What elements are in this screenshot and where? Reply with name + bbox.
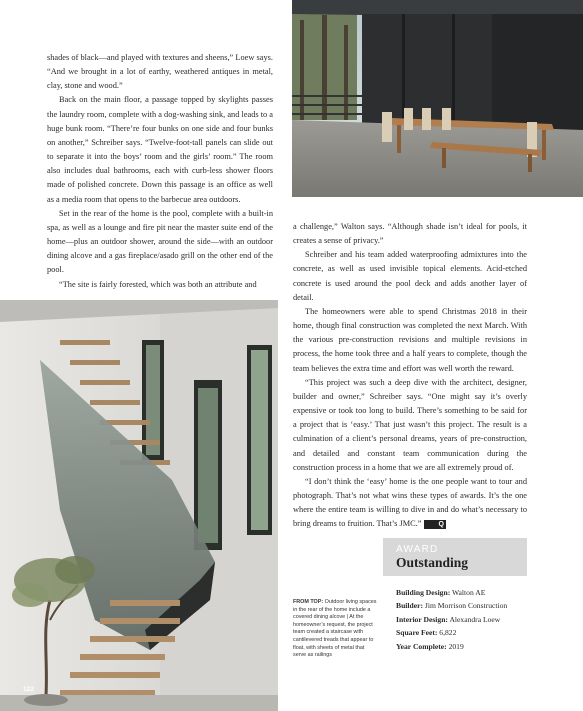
- award-credits: [383, 576, 527, 653]
- staircase-photo: [0, 300, 278, 711]
- credit-builder: [396, 599, 527, 612]
- award-box: [383, 538, 527, 653]
- paragraph: Back on the main floor, a passage topped by skylights passes the laundry room, complete with a dog-washing sink, and leads to a huge bunk room. “There’re four bunks on one side and four bunks on another,” Schreiber says. “Twelve-foot-tall panels can slide out to separate it into the boys’ room and the girls’ room.” The room also includes dual bathrooms, each with curb-less shower floors made of polished concrete. Down this passage is an office as well as a media room that opens to the barbecue area outdoors.: [47, 95, 273, 204]
- credit-label: Builder:: [396, 601, 424, 611]
- article-column-right: [293, 220, 527, 531]
- award-kicker: AWARD: [396, 544, 439, 555]
- paragraph: Set in the rear of the home is the pool, complete with a built-in spa, as well as a lounge and fire pit near the master suite end of the home—plus an outdoor shower, around the side—with an outdoor dining alcove and a gas fireplace/asado grill on the other end of the pool.: [47, 208, 273, 275]
- end-mark-icon: Q: [424, 520, 445, 529]
- paragraph: Schreiber and his team added waterproofing admixtures into the concrete, as well as used invisible topical elements. Acid-etched concrete is used around the pool deck and adds another layer of detail.: [293, 250, 527, 302]
- credit-label: Building Design:: [396, 588, 451, 597]
- credit-value: Jim Morrison Construction: [423, 601, 508, 611]
- dining-alcove-photo: [292, 0, 583, 197]
- page-number: 122: [23, 686, 34, 693]
- credit-value: 2019: [446, 641, 464, 651]
- credit-interior-design: [396, 613, 527, 626]
- paragraph: a challenge,” Walton says. “Although shade isn’t ideal for pools, it creates a sense of privacy.”: [293, 222, 527, 246]
- paragraph: shades of black—and played with textures and sheens,” Loew says. “And we brought in a lot of earthy, weathered antiques in metal, clay, stone and wood.”: [47, 53, 273, 91]
- article-column-left: [47, 51, 273, 292]
- paragraph: “The site is fairly forested, which was both an attribute and: [59, 279, 257, 289]
- award-title: Outstanding: [396, 555, 469, 570]
- caption-text: Outdoor living spaces in the rear of the home include a covered dining alcove | At the homeowner’s request, the project team created a staircase with cantilevered treads that appear to float, with sheets of metal that serve as railings: [293, 599, 377, 659]
- credit-value: Walton AE: [450, 588, 486, 597]
- award-header: [383, 538, 527, 576]
- staircase-illustration: [0, 300, 278, 711]
- credit-label: Year Complete:: [396, 641, 447, 651]
- credit-value: 6,822: [437, 628, 457, 638]
- credit-label: Square Feet:: [396, 628, 438, 638]
- paragraph-final: [293, 475, 527, 532]
- photo-caption: [293, 599, 377, 660]
- credit-value: Alexandra Loew: [447, 614, 501, 624]
- paragraph-text: “I don’t think the ‘easy’ home is the one people want to tour and photograph. That’s not what wins these types of awards. It’s the one where the entire team is willing to dive in and do what’s necessary to bring dreams to fruition. That’s JMC.”: [293, 476, 527, 529]
- paragraph: The homeowners were able to spend Christmas 2018 in their home, though final construction was completed the next March. With the various pre-construction revisions and multiple revisions in process, the home took three and a half years to complete, though the team believes the extra time and effort was well worth the reward.: [293, 306, 527, 373]
- credit-building-design: [396, 586, 527, 599]
- credit-label: Interior Design:: [396, 614, 448, 624]
- dining-alcove-illustration: [292, 0, 583, 197]
- credit-year-complete: [396, 640, 527, 653]
- credit-square-feet: [396, 626, 527, 639]
- paragraph: “This project was such a deep dive with the architect, designer, builder and owner,” Schreiber says. “One might say it’s overly expensive or took too long to build. There’s something to be said for a project that is ‘easy.’ That just wasn’t this project. The result is a culmination of a client’s personal dreams, years of pre-construction, and detailed and constant team communication during the construction process in a home that we are all extremely proud of.: [293, 377, 527, 472]
- caption-lead: FROM TOP:: [293, 599, 324, 605]
